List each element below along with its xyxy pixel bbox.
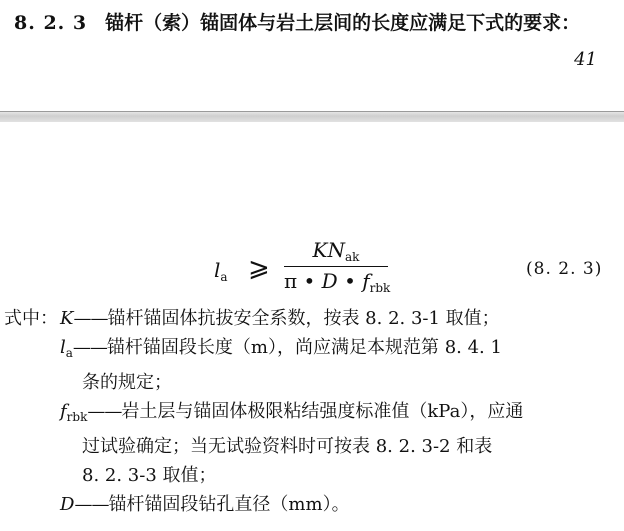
formula-relation: ⩾ <box>248 253 270 283</box>
clause-text: 锚杆（索）锚固体与岩土层间的长度应满足下式的要求： <box>105 12 581 34</box>
formula-den-dot-2: • <box>337 269 363 293</box>
formula-den-f: f <box>362 269 370 293</box>
definition-frbk <box>4 397 614 432</box>
formula-den-D: D <box>321 269 338 293</box>
fraction-bar <box>284 266 388 267</box>
formula-lhs <box>214 258 228 284</box>
definition-K-line-1: 锚杆锚固体抗拔安全系数，按表 8. 2. 3-1 取值； <box>107 308 500 329</box>
clause-number: 8. 2. 3 <box>14 12 88 34</box>
definition-D <box>4 490 614 519</box>
dash: —— <box>72 337 107 358</box>
definition-la-continuation: 条的规定； <box>82 372 172 393</box>
symbol-K: K <box>60 308 74 329</box>
formula-numerator-subscript: ak <box>345 250 360 264</box>
formula-den-f-subscript: rbk <box>369 281 391 295</box>
symbol-f: f <box>60 401 67 422</box>
definition-la <box>4 333 614 368</box>
symbol-D: D <box>60 494 75 515</box>
formula-denominator <box>284 269 391 295</box>
symbol-l-subscript: a <box>65 346 73 360</box>
definition-frbk-continuation-1: 过试验确定；当无试验资料时可按表 8. 2. 3-2 和表 <box>82 436 493 457</box>
formula-den-dot-1: • <box>297 269 322 293</box>
formula-den-pi: π <box>284 269 298 293</box>
formula-numerator <box>284 238 388 266</box>
page-separator-line <box>0 111 624 112</box>
symbol-f-subscript: rbk <box>66 410 88 424</box>
formula-lhs-symbol: l <box>214 258 221 282</box>
dash: —— <box>74 494 109 515</box>
clause-heading <box>14 8 580 35</box>
formula-numerator-main: KN <box>312 238 345 262</box>
definition-K <box>4 304 614 333</box>
definition-frbk-continuation-2: 8. 2. 3-3 取值； <box>82 465 217 486</box>
page-number: 41 <box>574 49 597 70</box>
definition-D-line-1: 锚杆锚固段钻孔直径（mm）。 <box>108 494 350 515</box>
definition-frbk-line-1: 岩土层与锚固体极限粘结强度标准值（kPa），应通 <box>121 401 524 422</box>
definitions <box>4 304 614 519</box>
dash: —— <box>73 308 108 329</box>
formula-lhs-subscript: a <box>220 270 228 284</box>
formula-fraction <box>284 238 391 295</box>
symbol-l: l <box>60 337 66 358</box>
definition-la-line-1: 锚杆锚固段长度（m），尚应满足本规范第 8. 4. 1 <box>106 337 502 358</box>
equation-number: (8. 2. 3) <box>526 259 603 279</box>
definitions-intro: 式中： <box>4 308 58 329</box>
page-separator-band <box>0 111 624 122</box>
dash: —— <box>87 401 122 422</box>
